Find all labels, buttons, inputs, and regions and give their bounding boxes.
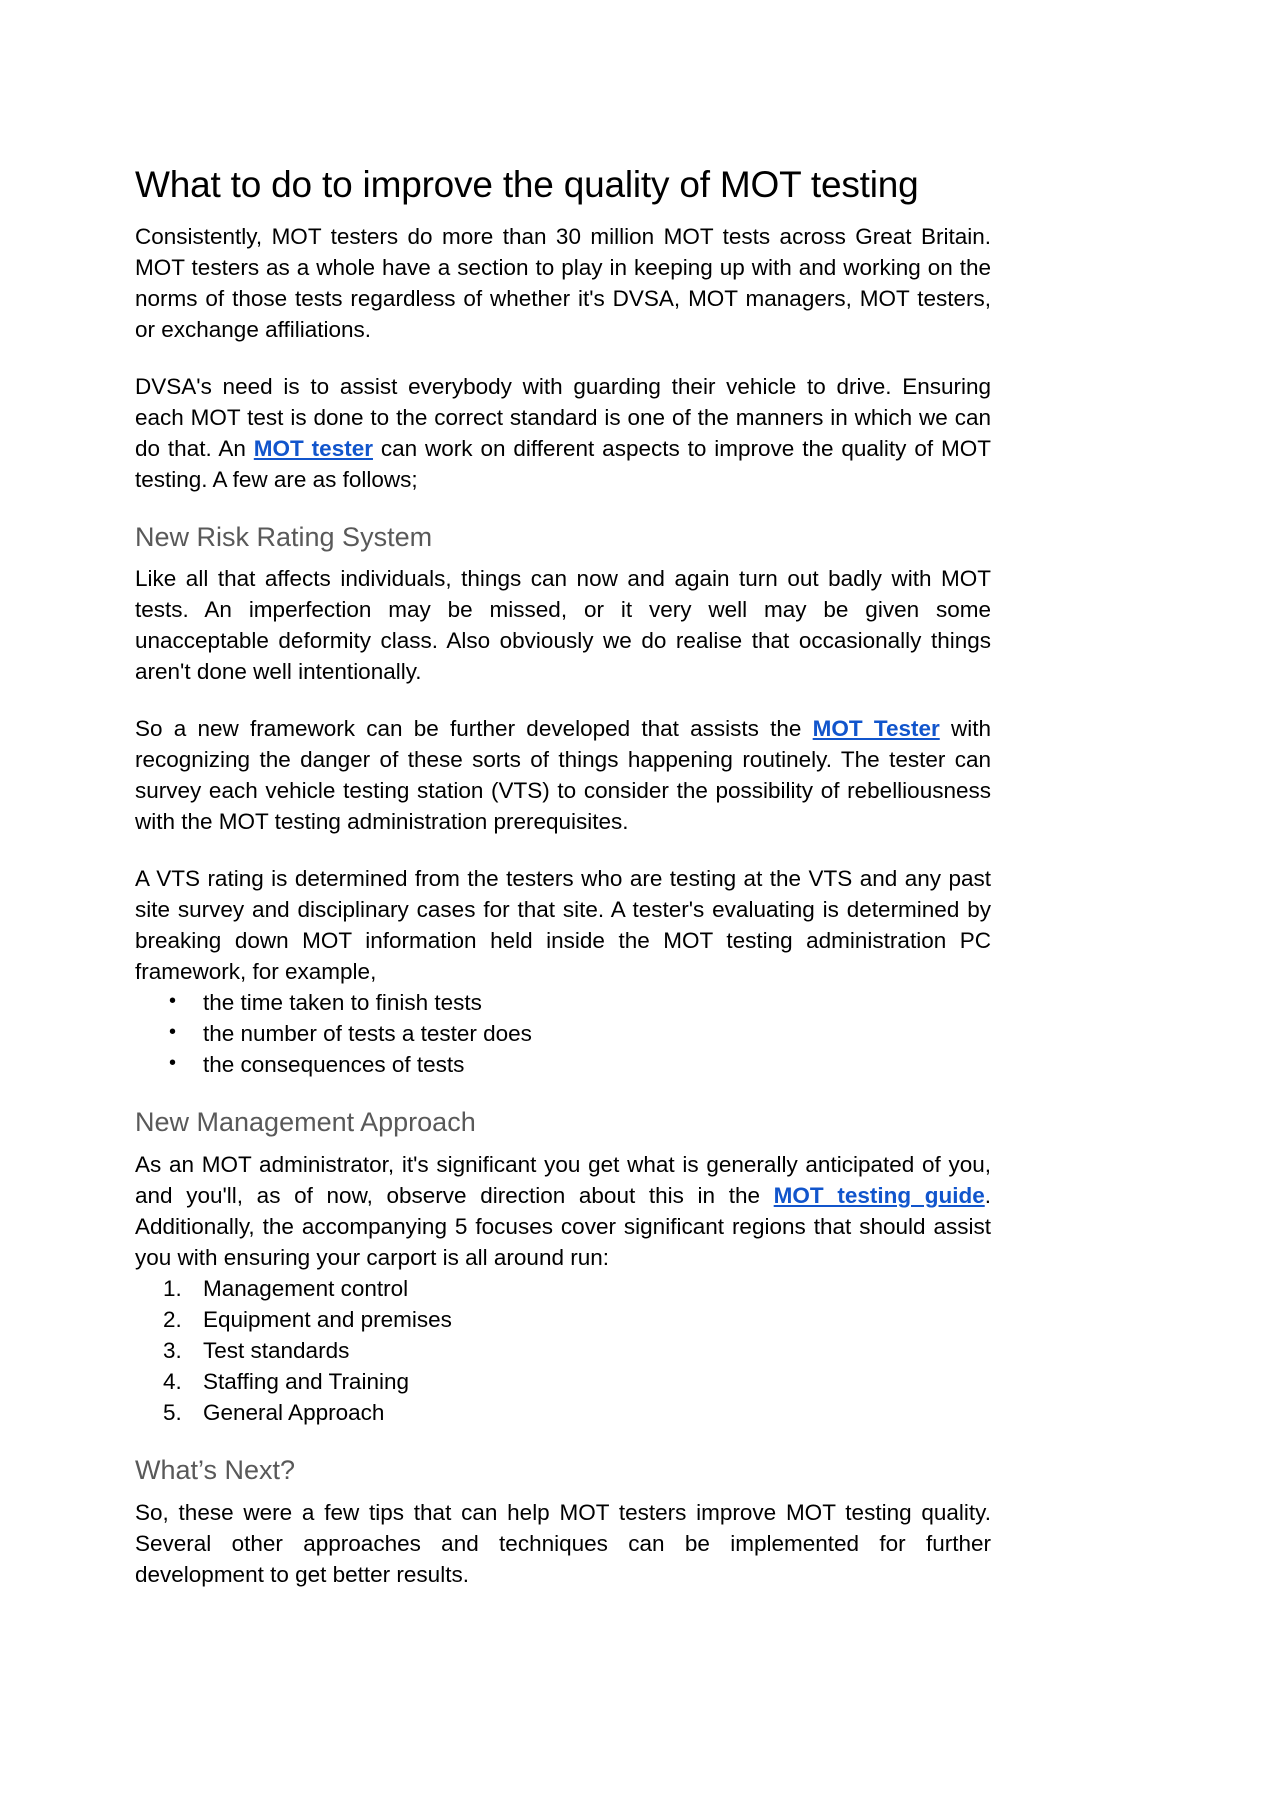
risk-paragraph-2 bbox=[135, 713, 991, 837]
list-item: Test standards bbox=[203, 1338, 350, 1364]
whats-next-paragraph: So, these were a few tips that can help MOT testers improve MOT testing quality. Several other approaches and techniques can be implemented for further development to get better results. bbox=[135, 1499, 991, 1587]
list-item: Equipment and premises bbox=[203, 1307, 452, 1333]
mot-tester-link[interactable]: MOT tester bbox=[253, 435, 373, 461]
list-item: • the time taken to finish tests bbox=[203, 987, 991, 1018]
section-heading-whats-next: What’s Next? bbox=[135, 1455, 296, 1486]
mot-testing-guide-link[interactable]: MOT testing guide bbox=[773, 1183, 985, 1209]
mot-tester-link-2[interactable]: MOT Tester bbox=[812, 716, 940, 742]
focus-areas-numbered-list bbox=[135, 1273, 991, 1428]
risk-paragraph-3: A VTS rating is determined from the testers who are testing at the VTS and any past site survey and disciplinary cases for that site. A tester's evaluating is determined by breaking down MOT information held inside the MOT testing administration PC framework, for example, bbox=[135, 866, 991, 985]
section-heading-risk-rating: New Risk Rating System bbox=[135, 521, 433, 552]
section-heading-management-approach: New Management Approach bbox=[135, 1107, 476, 1138]
list-item: • the consequences of tests bbox=[203, 1049, 991, 1080]
risk-paragraph-2-text-after: with recognizing the danger of these sorts of things happening routinely. The tester can survey each vehicle testing station (VTS) to consider the possibility of rebelliousness with the MOT testing administration prerequisites. bbox=[135, 716, 991, 835]
risk-paragraph-1: Like all that affects individuals, things can now and again turn out badly with MOT tests. An imperfection may be missed, or it very well may be given some unacceptable deformity class. Also obviously we do realise that occasionally things aren't done well intentionally. bbox=[135, 566, 991, 685]
page-title: What to do to improve the quality of MOT testing bbox=[135, 164, 919, 205]
intro-paragraph-2 bbox=[135, 371, 991, 495]
criteria-bullet-list bbox=[135, 987, 991, 1080]
document-body bbox=[135, 163, 991, 1590]
management-paragraph-1-text-before: As an MOT administrator, it's significant you get what is generally anticipated of you, and you'll, as of now, observe direction about this in the bbox=[135, 1152, 991, 1209]
intro-paragraph-2-text-before: DVSA's need is to assist everybody with guarding their vehicle to drive. Ensuring each MOT test is done to the correct standard is one of the manners in which we can do that. An bbox=[135, 373, 991, 461]
intro-paragraph-1: Consistently, MOT testers do more than 30 million MOT tests across Great Britain. MOT testers as a whole have a section to play in keeping up with and working on the norms of those tests regardless of whether it's DVSA, MOT managers, MOT testers, or exchange affiliations. bbox=[135, 223, 991, 342]
management-paragraph-1-text-after: . Additionally, the accompanying 5 focuses cover significant regions that should assist you with ensuring your carport is all around run: bbox=[135, 1183, 991, 1271]
list-item: Management control bbox=[203, 1276, 409, 1302]
intro-paragraph-2-text-after: can work on different aspects to improve the quality of MOT testing. A few are as follows; bbox=[135, 435, 991, 492]
list-item: General Approach bbox=[203, 1400, 385, 1426]
risk-paragraph-2-text-before: So a new framework can be further developed that assists the bbox=[135, 716, 813, 742]
list-item: Staffing and Training bbox=[203, 1369, 409, 1395]
management-paragraph-1 bbox=[135, 1149, 991, 1273]
list-item: • the number of tests a tester does bbox=[203, 1018, 991, 1049]
